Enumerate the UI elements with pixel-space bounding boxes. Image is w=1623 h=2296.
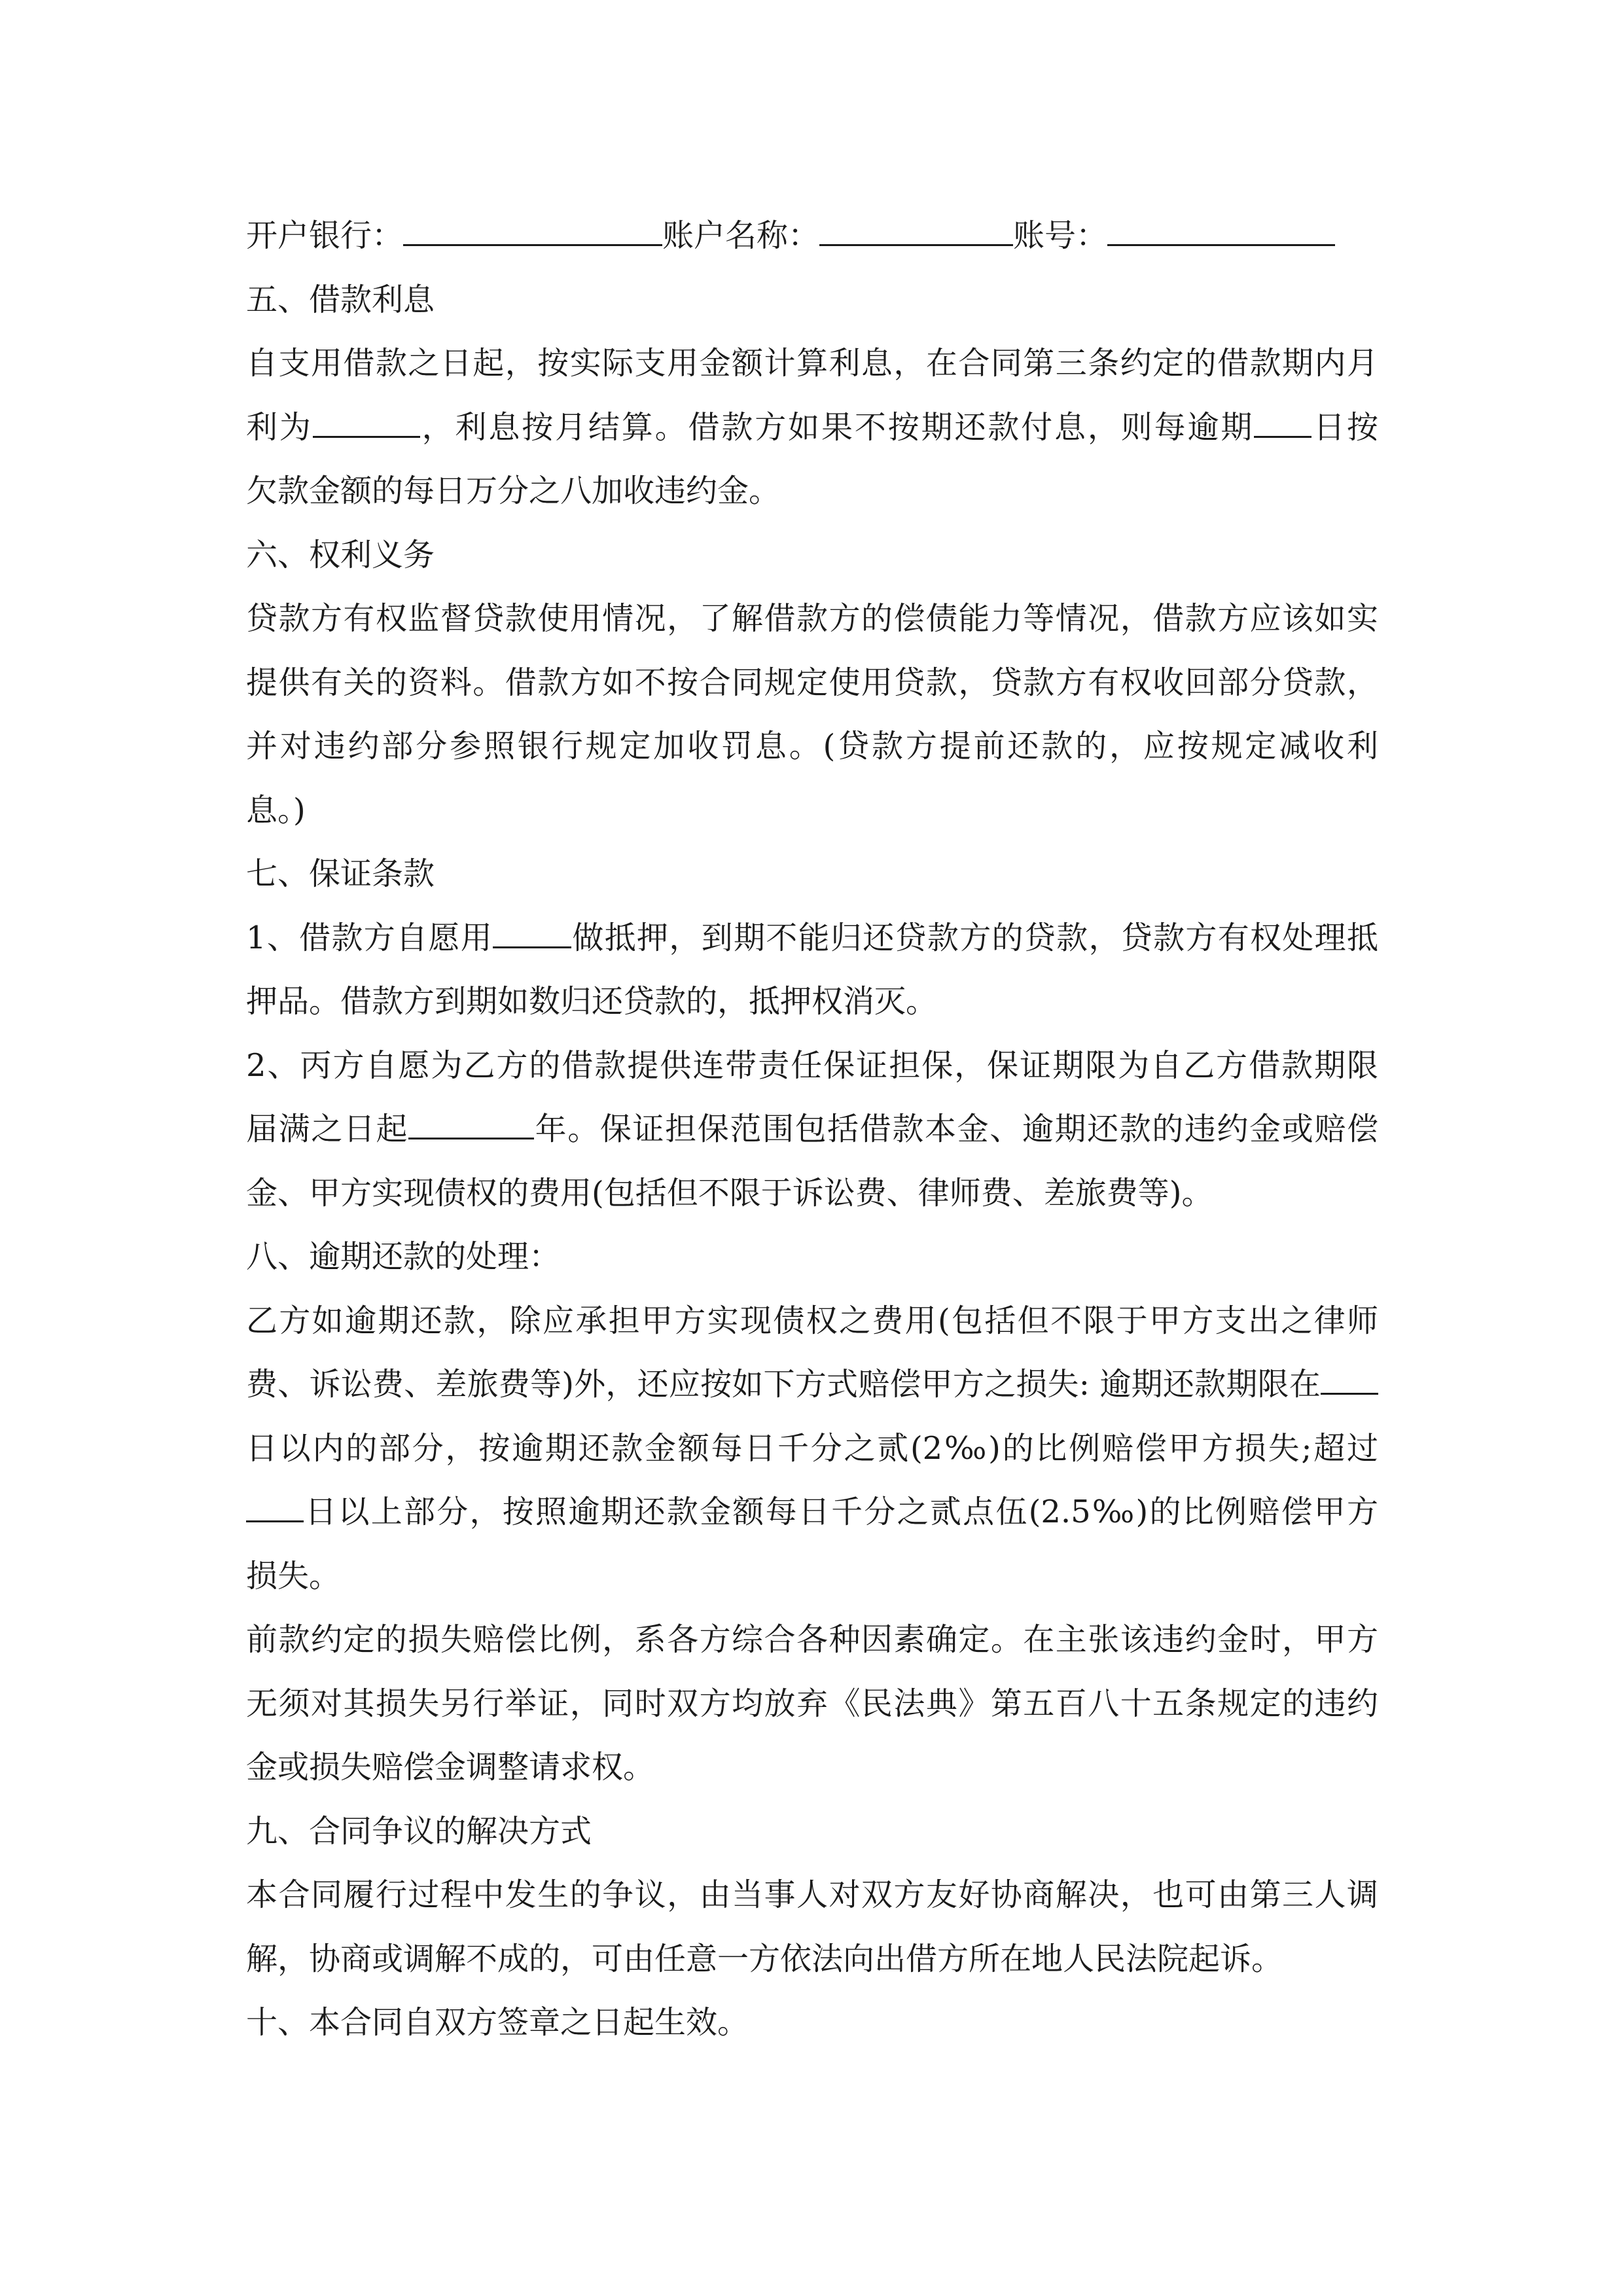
- section-5-title: 五、借款利息: [246, 281, 435, 318]
- section-10-title: 十、本合同自双方签章之日起生效。: [246, 2004, 749, 2041]
- account-name-blank: [819, 215, 1013, 246]
- section-7-text: [246, 906, 1378, 971]
- interest-rate-blank: [313, 407, 420, 438]
- bank-info-line: [246, 204, 1378, 268]
- section-5-text-part: 利为: [246, 408, 313, 446]
- bank-blank: [403, 215, 662, 246]
- contract-body: [246, 204, 1378, 2055]
- section-8-text: 日以内的部分，按逾期还款金额每日千分之贰(2‰)的比例赔偿甲方损失;超过: [246, 1429, 1378, 1467]
- section-8-text: 无须对其损失另行举证，同时双方均放弃《民法典》第五百八十五条规定的违约: [246, 1685, 1378, 1722]
- section-6-text: 贷款方有权监督贷款使用情况，了解借款方的偿债能力等情况，借款方应该如实: [246, 600, 1378, 637]
- section-9-text: 解，协商或调解不成的，可由任意一方依法向出借方所在地人民法院起诉。: [246, 1940, 1283, 1977]
- section-5-text: 欠款金额的每日万分之八加收违约金。: [246, 473, 781, 509]
- section-8-text: 损失。: [246, 1557, 341, 1594]
- section-9-text: 本合同履行过程中发生的争议，由当事人对双方友好协商解决，也可由第三人调: [246, 1876, 1378, 1913]
- account-name-label: 账户名称：: [662, 217, 820, 254]
- section-6-text: 提供有关的资料。借款方如不按合同规定使用贷款，贷款方有权收回部分贷款，: [246, 664, 1378, 701]
- section-5-text-part: ，利息按月结算。借款方如果不按期还款付息，则每逾期: [419, 408, 1255, 446]
- section-7-text: 2、丙方自愿为乙方的借款提供连带责任保证担保，保证期限为自乙方借款期限: [246, 1047, 1378, 1084]
- overdue-days-blank: [246, 1492, 304, 1522]
- section-8-text: [246, 1353, 1378, 1417]
- account-no-blank: [1107, 215, 1335, 246]
- section-8-text: 金或损失赔偿金调整请求权。: [246, 1749, 655, 1785]
- section-8-text: [246, 1480, 1378, 1545]
- section-6-text: 息。): [246, 791, 306, 829]
- bank-label: 开户银行：: [246, 217, 404, 254]
- account-no-label: 账号：: [1013, 217, 1108, 254]
- section-7-title: 七、保证条款: [246, 855, 435, 892]
- section-5-text: 自支用借款之日起，按实际支用金额计算利息，在合同第三条约定的借款期内月: [246, 345, 1378, 382]
- section-7-text-part: 届满之日起: [246, 1111, 409, 1147]
- section-8-text: 乙方如逾期还款，除应承担甲方实现债权之费用(包括但不限于甲方支出之律师: [246, 1302, 1378, 1339]
- section-8-text: 前款约定的损失赔偿比例，系各方综合各种因素确定。在主张该违约金时，甲方: [246, 1621, 1378, 1658]
- section-5-text: [246, 396, 1378, 460]
- section-6-text: 并对违约部分参照银行规定加收罚息。(贷款方提前还款的，应按规定减收利: [246, 728, 1378, 764]
- section-6-title: 六、权利义务: [246, 536, 435, 573]
- section-7-text-part: 1、借款方自愿用: [246, 919, 493, 956]
- overdue-days-blank: [1254, 407, 1311, 438]
- section-7-text: 金、甲方实现债权的费用(包括但不限于诉讼费、律师费、差旅费等)。: [246, 1174, 1213, 1211]
- section-7-text-part: 做抵押，到期不能归还贷款方的贷款，贷款方有权处理抵: [571, 919, 1378, 956]
- section-9-title: 九、合同争议的解决方式: [246, 1812, 592, 1850]
- section-7-text: 押品。借款方到期如数归还贷款的，抵押权消灭。: [246, 983, 938, 1020]
- guarantee-years-blank: [408, 1109, 534, 1139]
- section-8-text-part: 日以上部分，按照逾期还款金额每日千分之贰点伍(2.5‰)的比例赔偿甲方: [304, 1494, 1378, 1530]
- section-8-title: 八、逾期还款的处理：: [246, 1238, 561, 1275]
- collateral-blank: [493, 918, 571, 948]
- section-8-text-part: 费、诉讼费、差旅费等)外，还应按如下方式赔偿甲方之损失: 逾期还款期限在: [246, 1366, 1321, 1403]
- section-7-text: [246, 1098, 1378, 1162]
- overdue-days-blank: [1321, 1364, 1378, 1395]
- section-7-text-part: 年。保证担保范围包括借款本金、逾期还款的违约金或赔偿: [534, 1111, 1378, 1147]
- section-5-text-part: 日按: [1311, 408, 1378, 446]
